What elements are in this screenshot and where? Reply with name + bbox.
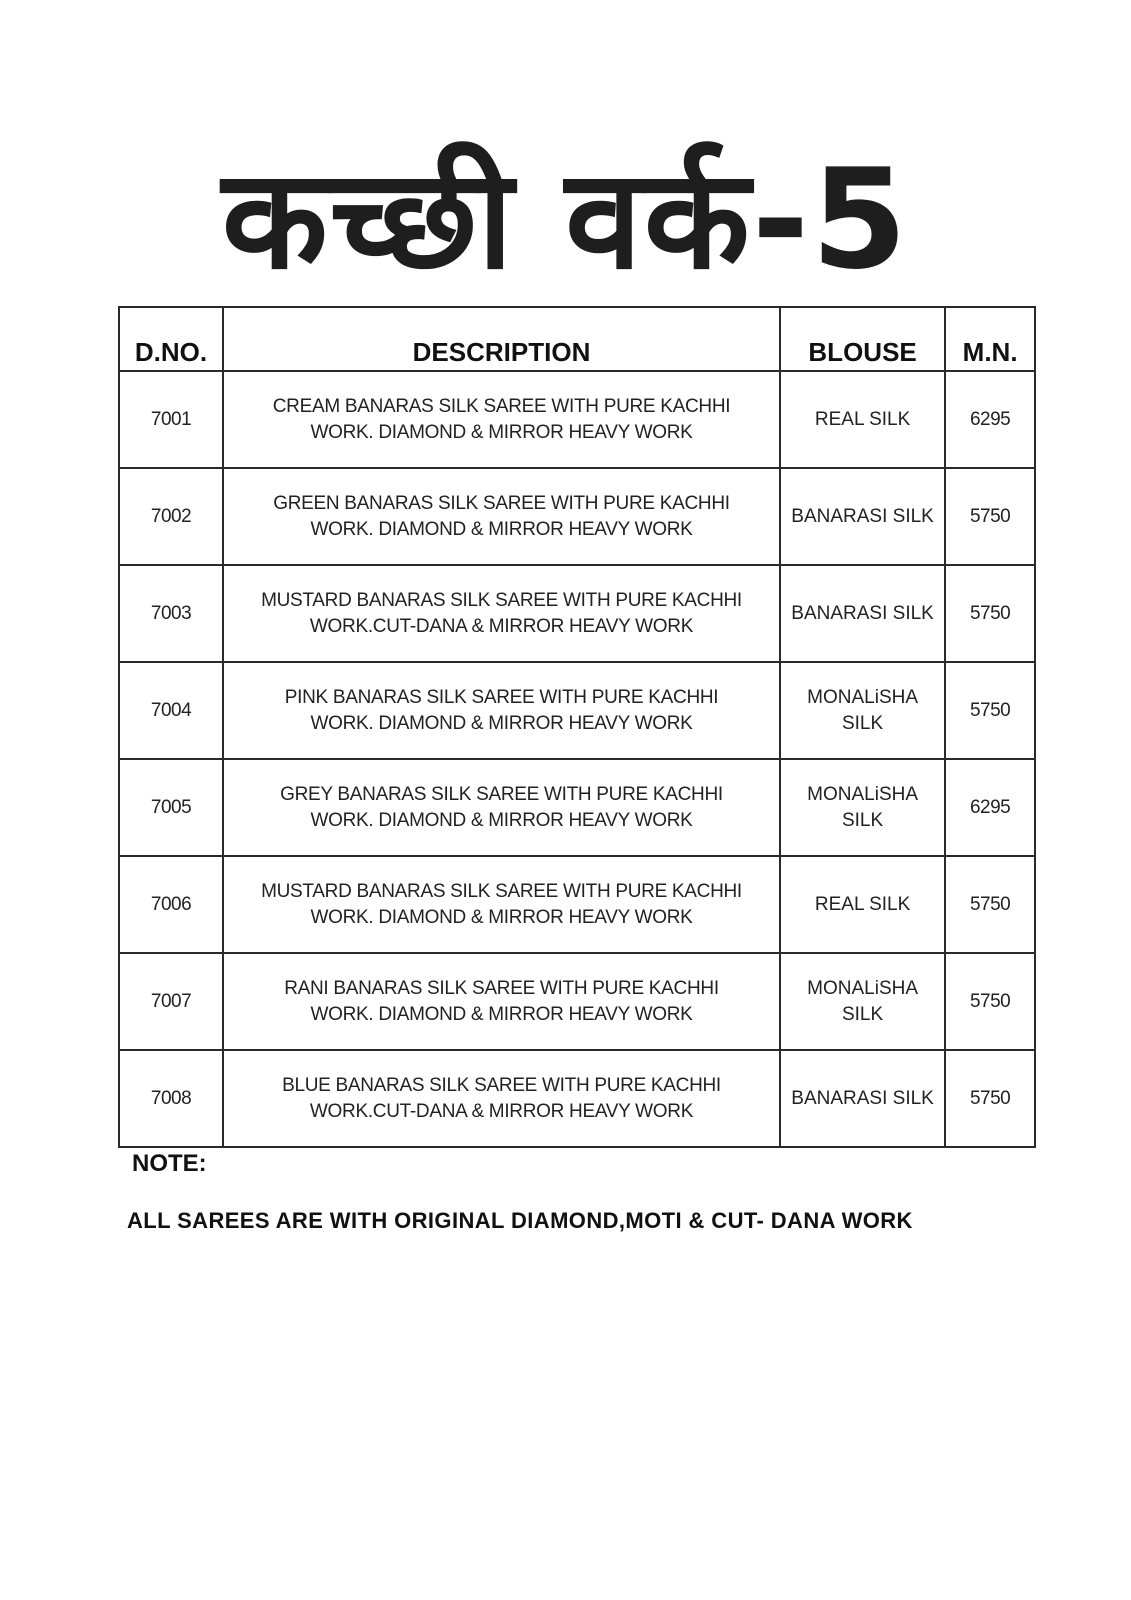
blouse-line: SILK [841, 712, 884, 734]
description-cell [223, 565, 780, 662]
table-row [119, 759, 1035, 856]
table-row [119, 1050, 1035, 1147]
description-line: RANI BANARAS SILK SAREE WITH PURE KACHHI [284, 977, 719, 999]
header-description: DESCRIPTION [223, 307, 780, 371]
description-line: WORK. DIAMOND & MIRROR HEAVY WORK [310, 1003, 693, 1025]
blouse-line: MONALiSHA [807, 686, 919, 708]
blouse-line: REAL SILK [814, 408, 911, 430]
blouse-line: MONALiSHA [807, 783, 919, 805]
description-cell [223, 953, 780, 1050]
description-cell [223, 468, 780, 565]
description-cell [223, 759, 780, 856]
header-mn: M.N. [945, 307, 1035, 371]
blouse-cell [780, 953, 945, 1050]
description-cell [223, 856, 780, 953]
mn-price: 5750 [945, 953, 1035, 1050]
description-line: WORK. DIAMOND & MIRROR HEAVY WORK [310, 518, 693, 540]
blouse-line: REAL SILK [814, 893, 911, 915]
design-number: 7001 [119, 371, 223, 468]
description-line: GREY BANARAS SILK SAREE WITH PURE KACHHI [280, 783, 723, 805]
blouse-line: BANARASI SILK [791, 505, 934, 527]
description-line: WORK. DIAMOND & MIRROR HEAVY WORK [310, 421, 693, 443]
description-line: BLUE BANARAS SILK SAREE WITH PURE KACHHI [282, 1074, 721, 1096]
blouse-cell [780, 856, 945, 953]
catalog-title: कच्छी वर्क-5 [221, 139, 910, 300]
description-line: MUSTARD BANARAS SILK SAREE WITH PURE KACHHI [261, 880, 742, 902]
description-line: WORK. DIAMOND & MIRROR HEAVY WORK [310, 809, 693, 831]
mn-price: 5750 [945, 856, 1035, 953]
mn-price: 6295 [945, 759, 1035, 856]
table-row [119, 468, 1035, 565]
table-header-row [119, 307, 1035, 371]
design-number: 7007 [119, 953, 223, 1050]
design-number: 7003 [119, 565, 223, 662]
description-line: CREAM BANARAS SILK SAREE WITH PURE KACHHI [272, 395, 731, 417]
design-number: 7006 [119, 856, 223, 953]
mn-price: 5750 [945, 468, 1035, 565]
note-label: NOTE: [132, 1150, 207, 1177]
table-row [119, 371, 1035, 468]
blouse-cell [780, 759, 945, 856]
description-line: GREEN BANARAS SILK SAREE WITH PURE KACHHI [273, 492, 730, 514]
design-number: 7002 [119, 468, 223, 565]
blouse-line: BANARASI SILK [791, 1087, 934, 1109]
product-table [118, 306, 1036, 1148]
table-row [119, 565, 1035, 662]
description-cell [223, 371, 780, 468]
description-line: WORK.CUT-DANA & MIRROR HEAVY WORK [309, 615, 694, 637]
description-cell [223, 662, 780, 759]
blouse-cell [780, 565, 945, 662]
table-row [119, 856, 1035, 953]
header-blouse: BLOUSE [780, 307, 945, 371]
blouse-line: BANARASI SILK [791, 602, 934, 624]
blouse-cell [780, 468, 945, 565]
blouse-cell [780, 662, 945, 759]
description-line: PINK BANARAS SILK SAREE WITH PURE KACHHI [284, 686, 719, 708]
description-line: WORK. DIAMOND & MIRROR HEAVY WORK [310, 712, 693, 734]
mn-price: 6295 [945, 371, 1035, 468]
note-text: ALL SAREES ARE WITH ORIGINAL DIAMOND,MOTI & CUT- DANA WORK [127, 1208, 913, 1233]
design-number: 7005 [119, 759, 223, 856]
blouse-line: SILK [841, 809, 884, 831]
blouse-line: SILK [841, 1003, 884, 1025]
blouse-line: MONALiSHA [807, 977, 919, 999]
description-line: WORK.CUT-DANA & MIRROR HEAVY WORK [309, 1100, 694, 1122]
description-cell [223, 1050, 780, 1147]
blouse-cell [780, 1050, 945, 1147]
header-dno: D.NO. [119, 307, 223, 371]
description-line: WORK. DIAMOND & MIRROR HEAVY WORK [310, 906, 693, 928]
mn-price: 5750 [945, 662, 1035, 759]
description-line: MUSTARD BANARAS SILK SAREE WITH PURE KACHHI [261, 589, 742, 611]
blouse-cell [780, 371, 945, 468]
table-row [119, 953, 1035, 1050]
design-number: 7004 [119, 662, 223, 759]
table-row [119, 662, 1035, 759]
design-number: 7008 [119, 1050, 223, 1147]
mn-price: 5750 [945, 565, 1035, 662]
mn-price: 5750 [945, 1050, 1035, 1147]
